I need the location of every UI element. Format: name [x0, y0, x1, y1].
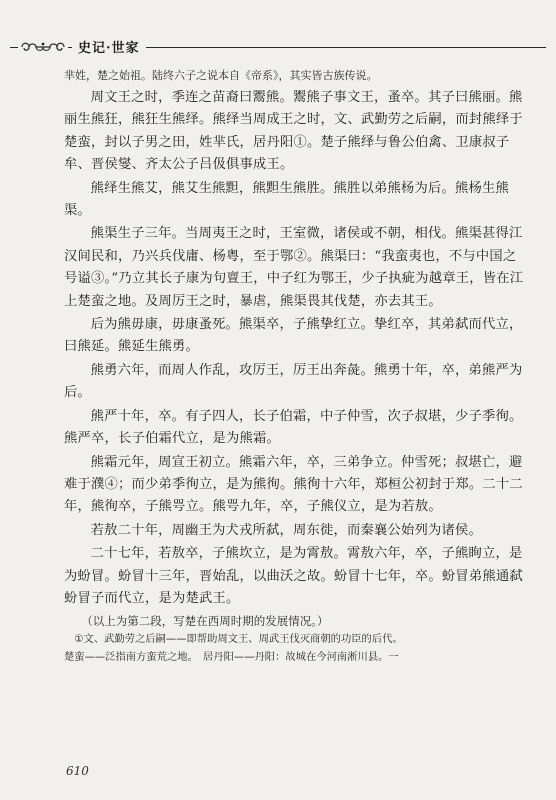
paragraph-6: 熊严十年，卒。有子四人，长子伯霜，中子仲雪，次子叔堪，少子季徇。熊严卒，长子伯霜代立，是为熊霜。	[64, 408, 523, 447]
section-summary: （以上为第二段，写楚在西周时期的发展情况。）	[81, 614, 329, 629]
running-header	[10, 36, 546, 58]
footnote-2: 楚蛮——泛指南方蛮荒之地。 居丹阳——丹阳：故城在今河南淅川县。一	[64, 651, 399, 664]
paragraph-8: 若敖二十年，周幽王为犬戎所弑，周东徙，而秦襄公始列为诸侯。	[90, 522, 483, 538]
paragraph-9: 二十七年，若敖卒，子熊坎立，是为霄敖。霄敖六年，卒，子熊眴立，是为蚡冒。蚡冒十三年，晋始乱，以曲沃之故。蚡冒十七年，卒。蚡冒弟熊通弑蚡冒子而代立，是为楚武王。	[64, 546, 523, 606]
footnote-1: ①文、武勤劳之后嗣——即帮助周文王、周武王伐灭商朝的功臣的后代。	[74, 633, 403, 646]
paragraph-5: 熊勇六年，而周人作乱，攻厉王，厉王出奔彘。熊勇十年，卒，弟熊严为后。	[64, 362, 523, 401]
paragraph-1: 周文王之时，季连之苗裔曰鬻熊。鬻熊子事文王，蚤卒。其子曰熊丽。熊丽生熊狂，熊狂生熊绎。熊绎当周成王之时，文、武勤劳之后嗣，而封熊绎于楚蛮，封以子男之田，姓芈氏，居丹阳①。楚子熊绎与鲁公伯禽、卫康叔子牟、晋侯燮、齐太公子吕伋俱事成王。	[64, 90, 523, 173]
paragraph-7: 熊霜元年，周宣王初立。熊霜六年，卒，三弟争立。仲雪死；叔堪亡，避难于濮④；而少弟季徇立，是为熊徇。熊徇十六年，郑桓公初封于郑。二十二年，熊徇卒，子熊咢立。熊咢九年，卒，子熊仪立，是为若敖。	[64, 454, 523, 515]
main-text	[64, 68, 526, 666]
cloud-ornament-icon	[18, 39, 68, 55]
page-number: 610	[66, 764, 89, 778]
paragraph-3: 熊渠生子三年。当周夷王之时，王室微，诸侯或不朝，相伐。熊渠甚得江汉间民和，乃兴兵伐庸、杨粤，至于鄂②。熊渠曰：“我蛮夷也，不与中国之号谥③。”乃立其长子康为句亶王，中子红为鄂王，少子执疵为越章王，皆在江上楚蛮之地。及周厉王之时，暴虐，熊渠畏其伐楚，亦去其王。	[64, 226, 524, 309]
header-title: 史记·世家	[72, 37, 146, 56]
intro-line: 芈姓，楚之始祖。陆终六子之说本自《帝系》，其实皆古族传说。	[64, 69, 378, 82]
paragraph-4: 后为熊毋康，毋康蚤死。熊渠卒，子熊挚红立。挚红卒，其弟弑而代立，曰熊延。熊延生熊勇。	[64, 317, 523, 355]
paragraph-2: 熊绎生熊艾，熊艾生熊䵣，熊䵣生熊胜。熊胜以弟熊杨为后。熊杨生熊渠。	[64, 180, 509, 219]
